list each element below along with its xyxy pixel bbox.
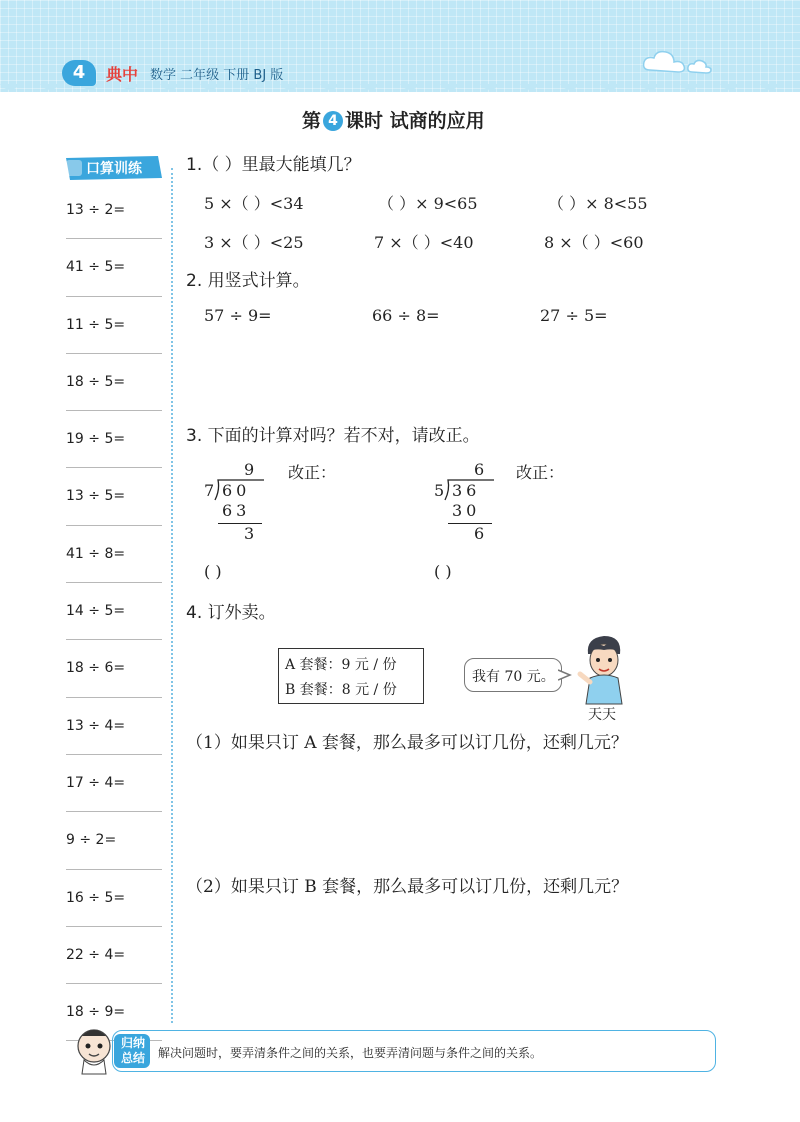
q1-item: 5 ×（ ）<34 [204,194,304,213]
q2-item: 27 ÷ 5= [540,306,608,325]
drill-badge-label: 口算训练 [86,161,142,177]
q4-title: 4. 订外卖。 [186,603,276,623]
menu-item-a: A 套餐：9 元 / 份 [285,657,397,673]
cloud-icon [640,46,730,76]
dividend: 36 [452,481,481,500]
mascot-icon [72,1026,116,1076]
lesson-title [302,106,485,133]
correction-label: 改正： [288,463,337,482]
q1-item: （ ）× 9<65 [378,194,478,213]
q1-title: 1.（ ）里最大能填几？ [186,155,361,175]
speech-tail [558,668,572,682]
lesson-title-prefix: 第 [302,110,322,132]
q1-item: 8 ×（ ）<60 [544,233,644,252]
drill-item: 14 ÷ 5= [66,583,162,640]
drill-item: 22 ÷ 4= [66,927,162,984]
header-wave [0,84,800,98]
menu-item-b: B 套餐：8 元 / 份 [285,682,397,698]
drill-item: 13 ÷ 5= [66,468,162,525]
q1-item: 7 ×（ ）<40 [374,233,474,252]
lesson-number: 4 [323,111,343,131]
q2-item: 66 ÷ 8= [372,306,440,325]
dividend: 60 [222,481,251,500]
quotient: 9 [244,460,259,479]
drill-item: 41 ÷ 5= [66,239,162,296]
correction-label: 改正： [516,463,565,482]
menu-box [278,648,424,704]
q4-sub2: （2）如果只订 B 套餐，那么最多可以订几份，还剩几元？ [186,877,629,897]
q2-item: 57 ÷ 9= [204,306,272,325]
drill-item: 13 ÷ 2= [66,182,162,239]
drill-item: 19 ÷ 5= [66,411,162,468]
q1-item: 3 ×（ ）<25 [204,233,304,252]
drill-item: 41 ÷ 8= [66,526,162,583]
column-divider [171,168,173,1023]
drill-item: 18 ÷ 6= [66,640,162,697]
drill-item: 18 ÷ 9= [66,984,162,1041]
judge-blank: ( ) [204,562,222,581]
q2-title: 2. 用竖式计算。 [186,271,310,291]
drill-item: 11 ÷ 5= [66,297,162,354]
lesson-title-suffix: 课时 试商的应用 [345,110,485,132]
product: 63 [222,501,251,520]
q4-sub1: （1）如果只订 A 套餐，那么最多可以订几份，还剩几元？ [186,733,628,753]
page-number: 4 [62,60,96,86]
drill-item: 9 ÷ 2= [66,812,162,869]
long-division-1 [200,460,280,550]
book-info: 数学 二年级 下册 BJ 版 [150,68,284,83]
drill-item: 18 ÷ 5= [66,354,162,411]
product: 30 [452,501,481,520]
divisor: 7 [204,481,219,500]
character-name: 天天 [588,707,616,723]
boy-character-icon [572,632,636,706]
q3-title: 3. 下面的计算对吗？若不对，请改正。 [186,426,480,446]
remainder: 6 [474,524,489,543]
brand-logo-text: 典中 [106,65,139,84]
quotient: 6 [474,460,489,479]
remainder: 3 [244,524,259,543]
drill-list [66,182,162,1041]
speech-text: 我有 70 元。 [472,669,555,685]
judge-blank: ( ) [434,562,452,581]
q1-item: （ ）× 8<55 [548,194,648,213]
drill-item: 16 ÷ 5= [66,870,162,927]
summary-text: 解决问题时，要弄清条件之间的关系，也要弄清问题与条件之间的关系。 [158,1046,543,1060]
drill-item: 13 ÷ 4= [66,698,162,755]
summary-badge-label: 归纳总结 [120,1036,145,1065]
drill-item: 17 ÷ 4= [66,755,162,812]
divisor: 5 [434,481,449,500]
long-division-2 [430,460,510,550]
